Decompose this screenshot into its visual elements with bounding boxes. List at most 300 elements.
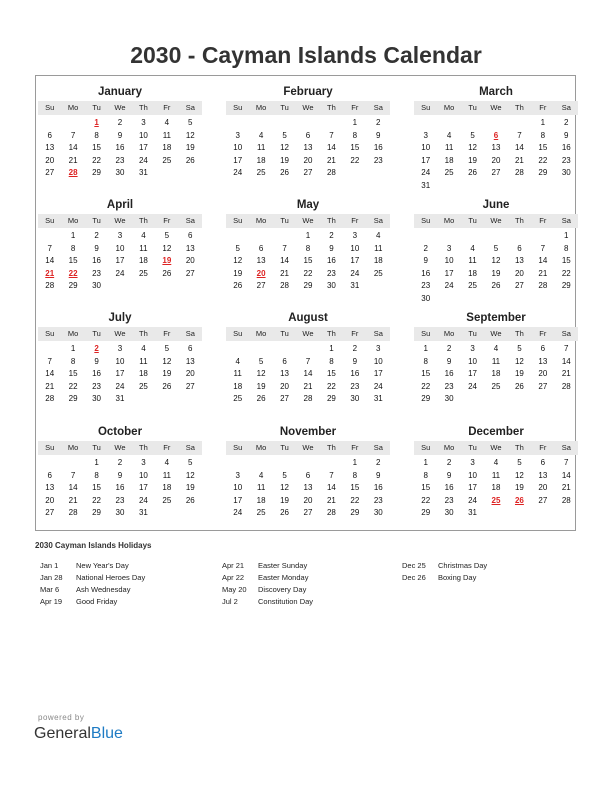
day-cell: 27 — [280, 394, 290, 403]
weekday-label: Su — [233, 443, 243, 452]
day-cell: 26 — [233, 281, 243, 290]
day-cell: 11 — [256, 483, 266, 492]
day-cell: 20 — [538, 369, 548, 378]
weekday-label: Sa — [185, 329, 195, 338]
day-cell: 6 — [258, 243, 264, 253]
day-cell: 4 — [141, 344, 146, 353]
month-september — [414, 310, 578, 406]
day-cell: 4 — [164, 458, 170, 467]
day-cell: 25 — [491, 381, 501, 391]
holiday-day: 2 — [94, 344, 99, 353]
weekday-label: Sa — [373, 443, 383, 452]
empty-cell — [273, 117, 296, 130]
weekday-label: Sa — [373, 216, 383, 225]
day-cell: 9 — [94, 356, 99, 366]
day-cell: 24 — [468, 381, 478, 391]
day-cell: 28 — [326, 508, 336, 517]
day-cell: 23 — [373, 155, 383, 165]
day-grid — [38, 343, 202, 406]
weekday-label: We — [114, 216, 126, 225]
holiday-entry — [402, 560, 487, 572]
day-cell: 4 — [446, 130, 452, 140]
empty-cell — [61, 457, 84, 470]
weekday-label: Th — [327, 216, 336, 225]
day-cell: 29 — [92, 168, 102, 177]
day-cell: 30 — [421, 293, 431, 303]
day-cell: 24 — [468, 495, 478, 505]
holiday-date: May 20 — [222, 585, 247, 594]
weekday-label: We — [490, 103, 502, 112]
day-cell: 5 — [164, 344, 170, 353]
day-cell: 12 — [491, 256, 501, 265]
day-cell: 10 — [421, 143, 431, 152]
holidays-title: 2030 Cayman Islands Holidays — [35, 541, 152, 550]
day-cell: 15 — [303, 256, 313, 265]
empty-cell — [320, 117, 343, 130]
day-cell: 23 — [326, 268, 336, 278]
day-cell: 13 — [303, 143, 313, 152]
day-cell: 14 — [45, 256, 55, 265]
weekday-label: Mo — [67, 216, 79, 225]
day-cell: 18 — [138, 256, 148, 265]
empty-cell — [320, 457, 343, 470]
day-cell: 15 — [561, 256, 571, 265]
month-name: May — [296, 199, 320, 211]
day-cell: 24 — [115, 268, 125, 278]
day-cell: 11 — [374, 243, 383, 253]
day-cell: 13 — [514, 256, 524, 265]
day-cell: 26 — [468, 168, 478, 177]
day-cell: 25 — [138, 381, 148, 391]
day-cell: 25 — [138, 268, 148, 278]
day-cell: 4 — [164, 118, 170, 127]
weekday-label: Su — [421, 216, 431, 225]
weekday-label: Mo — [255, 216, 267, 225]
day-cell: 29 — [326, 394, 336, 403]
holiday-date: Jul 2 — [222, 597, 238, 606]
day-cell: 4 — [235, 356, 240, 366]
day-cell: 30 — [373, 508, 383, 517]
weekday-header — [38, 214, 202, 228]
day-cell: 5 — [235, 243, 240, 253]
day-cell: 10 — [115, 243, 125, 253]
day-cell: 24 — [233, 508, 243, 517]
weekday-header — [38, 101, 202, 115]
day-cell: 4 — [493, 458, 499, 467]
day-cell: 3 — [235, 130, 240, 140]
day-cell: 16 — [115, 483, 125, 492]
day-cell: 20 — [303, 155, 313, 165]
day-cell: 10 — [138, 470, 148, 480]
day-cell: 1 — [70, 344, 76, 353]
empty-cell — [414, 230, 437, 243]
weekday-label: We — [114, 443, 126, 452]
day-cell: 31 — [468, 508, 478, 517]
day-cell: 31 — [138, 508, 148, 517]
day-cell: 8 — [94, 130, 99, 140]
empty-cell — [226, 230, 249, 243]
day-grid — [226, 343, 390, 406]
day-cell: 25 — [468, 281, 478, 290]
day-cell: 9 — [564, 130, 569, 140]
day-cell: 19 — [491, 268, 501, 278]
day-cell: 18 — [373, 256, 383, 265]
weekday-label: We — [302, 329, 314, 338]
empty-cell — [38, 343, 61, 356]
day-cell: 16 — [92, 369, 102, 378]
day-cell: 25 — [233, 394, 243, 403]
day-cell: 5 — [470, 130, 475, 140]
day-cell: 7 — [540, 243, 546, 253]
day-cell: 10 — [233, 143, 243, 152]
day-cell: 22 — [421, 381, 431, 391]
weekday-label: Su — [45, 443, 55, 452]
day-cell: 19 — [256, 381, 266, 391]
weekday-label: Th — [515, 216, 524, 225]
day-cell: 12 — [162, 356, 172, 366]
day-cell: 7 — [305, 356, 311, 366]
empty-cell — [437, 117, 460, 130]
day-cell: 15 — [92, 483, 102, 492]
day-cell: 2 — [352, 344, 358, 353]
weekday-header — [226, 214, 390, 228]
day-cell: 3 — [423, 130, 428, 140]
empty-cell — [249, 117, 272, 130]
empty-cell — [461, 117, 484, 130]
day-cell: 17 — [233, 155, 243, 165]
day-cell: 7 — [70, 470, 76, 480]
day-cell: 31 — [421, 180, 431, 190]
day-cell: 8 — [94, 470, 99, 480]
day-cell: 9 — [117, 130, 123, 140]
empty-cell — [249, 230, 272, 243]
day-cell: 5 — [517, 344, 522, 353]
holiday-date: Jan 28 — [40, 573, 63, 582]
day-cell: 11 — [256, 143, 266, 152]
day-cell: 15 — [92, 143, 102, 152]
day-cell: 11 — [468, 256, 477, 265]
holiday-date: Mar 6 — [40, 585, 60, 594]
day-cell: 11 — [233, 369, 242, 378]
holiday-entry — [222, 596, 313, 608]
holiday-entry — [40, 572, 145, 584]
weekday-label: Tu — [92, 443, 101, 452]
holiday-entry — [222, 560, 313, 572]
day-cell: 2 — [446, 344, 452, 353]
weekday-label: Sa — [561, 216, 571, 225]
weekday-label: Th — [139, 216, 148, 225]
day-cell: 27 — [303, 168, 313, 177]
month-august — [226, 310, 390, 406]
day-cell: 2 — [94, 231, 99, 240]
day-cell: 17 — [138, 483, 148, 492]
day-cell: 17 — [350, 256, 360, 265]
day-cell: 27 — [538, 495, 548, 505]
weekday-label: Th — [327, 103, 336, 112]
weekday-label: Fr — [539, 216, 547, 225]
day-grid — [226, 457, 390, 520]
day-cell: 5 — [282, 470, 287, 480]
weekday-label: Tu — [280, 103, 289, 112]
day-cell: 10 — [233, 483, 243, 492]
empty-cell — [296, 457, 319, 470]
empty-cell — [38, 230, 61, 243]
weekday-label: Fr — [351, 443, 359, 452]
day-cell: 22 — [421, 495, 431, 505]
weekday-label: Su — [233, 103, 243, 112]
day-cell: 10 — [138, 130, 148, 140]
holiday-day: 6 — [493, 130, 499, 140]
day-cell: 11 — [162, 130, 171, 140]
day-grid — [226, 230, 390, 293]
day-cell: 23 — [561, 155, 571, 165]
day-cell: 22 — [303, 268, 313, 278]
weekday-label: Fr — [163, 103, 171, 112]
day-cell: 14 — [561, 356, 571, 366]
day-cell: 23 — [115, 495, 125, 505]
day-cell: 6 — [305, 130, 311, 140]
day-cell: 20 — [514, 268, 524, 278]
day-grid — [414, 117, 578, 192]
day-cell: 2 — [329, 231, 334, 240]
day-cell: 13 — [185, 356, 195, 366]
day-cell: 3 — [470, 344, 475, 353]
day-cell: 1 — [70, 231, 76, 240]
day-cell: 30 — [444, 394, 454, 403]
day-cell: 29 — [421, 394, 431, 403]
day-cell: 22 — [561, 268, 571, 278]
day-cell: 12 — [256, 369, 266, 378]
day-cell: 30 — [92, 394, 102, 403]
day-cell: 7 — [47, 243, 52, 253]
weekday-label: Th — [515, 103, 524, 112]
day-grid — [38, 117, 202, 180]
day-cell: 24 — [421, 168, 431, 177]
empty-cell — [508, 117, 531, 130]
day-cell: 15 — [421, 483, 431, 492]
day-cell: 17 — [373, 369, 383, 378]
day-cell: 16 — [444, 483, 454, 492]
day-cell: 13 — [280, 369, 290, 378]
day-cell: 25 — [444, 168, 454, 177]
day-cell: 17 — [468, 483, 478, 492]
day-cell: 18 — [468, 268, 478, 278]
day-cell: 13 — [491, 143, 501, 152]
day-cell: 19 — [162, 369, 172, 378]
weekday-label: Mo — [67, 103, 79, 112]
day-cell: 2 — [117, 118, 123, 127]
day-cell: 14 — [45, 369, 55, 378]
holiday-entry — [222, 572, 313, 584]
day-cell: 14 — [303, 369, 313, 378]
day-cell: 9 — [376, 470, 381, 480]
month-name: March — [479, 86, 513, 98]
weekday-label: Th — [327, 443, 336, 452]
holiday-column — [222, 560, 313, 608]
weekday-header — [38, 327, 202, 341]
day-cell: 24 — [350, 268, 360, 278]
day-cell: 2 — [376, 118, 381, 127]
day-cell: 27 — [256, 281, 266, 290]
day-cell: 8 — [352, 130, 358, 140]
day-cell: 30 — [444, 508, 454, 517]
day-cell: 9 — [423, 256, 428, 265]
empty-cell — [273, 343, 296, 356]
holiday-date: Apr 22 — [222, 573, 245, 582]
day-cell: 1 — [540, 118, 546, 127]
weekday-label: Mo — [443, 329, 455, 338]
day-cell: 31 — [115, 394, 125, 403]
holiday-date: Jan 1 — [40, 561, 59, 570]
day-cell: 25 — [256, 508, 266, 517]
day-cell: 8 — [423, 470, 428, 480]
day-cell: 20 — [538, 483, 548, 492]
day-cell: 1 — [423, 458, 428, 467]
day-cell: 3 — [352, 231, 358, 240]
empty-cell — [531, 230, 554, 243]
day-cell: 23 — [92, 268, 102, 278]
day-cell: 6 — [47, 470, 52, 480]
weekday-label: Fr — [163, 329, 171, 338]
day-cell: 27 — [45, 168, 55, 177]
holiday-day: 25 — [491, 495, 501, 505]
month-january — [38, 84, 202, 180]
day-cell: 23 — [350, 381, 360, 391]
empty-cell — [437, 230, 460, 243]
day-cell: 3 — [141, 458, 146, 467]
month-name: October — [97, 426, 143, 438]
weekday-label: We — [490, 216, 502, 225]
day-cell: 31 — [373, 394, 383, 403]
day-cell: 5 — [493, 243, 499, 253]
day-cell: 17 — [233, 495, 243, 505]
weekday-label: Fr — [539, 103, 547, 112]
day-cell: 3 — [470, 458, 475, 467]
day-cell: 9 — [117, 470, 123, 480]
weekday-header — [38, 441, 202, 455]
day-cell: 6 — [47, 130, 52, 140]
day-cell: 18 — [138, 369, 148, 378]
empty-cell — [296, 343, 319, 356]
day-cell: 25 — [162, 155, 172, 165]
weekday-label: Tu — [468, 443, 477, 452]
month-name: August — [288, 312, 328, 324]
month-june — [414, 197, 578, 305]
brand-logo[interactable] — [34, 725, 123, 743]
weekday-label: We — [302, 443, 314, 452]
day-cell: 24 — [373, 381, 383, 391]
weekday-label: We — [302, 216, 314, 225]
holiday-name: Boxing Day — [438, 573, 477, 582]
day-cell: 26 — [185, 495, 195, 505]
day-cell: 3 — [117, 344, 123, 353]
day-cell: 5 — [164, 231, 170, 240]
weekday-label: Th — [139, 329, 148, 338]
day-cell: 9 — [446, 470, 452, 480]
weekday-label: Fr — [163, 443, 171, 452]
day-cell: 20 — [185, 256, 195, 265]
holiday-entry — [402, 572, 487, 584]
day-cell: 29 — [421, 508, 431, 517]
day-cell: 17 — [468, 369, 478, 378]
day-cell: 20 — [491, 155, 501, 165]
day-cell: 9 — [376, 130, 381, 140]
day-cell: 14 — [280, 256, 290, 265]
holiday-name: Easter Sunday — [258, 561, 308, 570]
day-cell: 30 — [561, 168, 571, 177]
day-cell: 13 — [303, 483, 313, 492]
day-cell: 9 — [446, 356, 452, 366]
day-cell: 12 — [514, 470, 524, 480]
day-cell: 12 — [280, 143, 290, 152]
day-cell: 15 — [538, 143, 548, 152]
day-grid — [226, 117, 390, 180]
day-cell: 5 — [258, 356, 264, 366]
day-cell: 27 — [491, 168, 501, 177]
day-cell: 1 — [305, 231, 311, 240]
day-cell: 27 — [45, 508, 55, 517]
day-cell: 19 — [233, 268, 243, 278]
day-cell: 6 — [540, 344, 546, 353]
day-cell: 14 — [68, 143, 78, 152]
weekday-label: Tu — [280, 443, 289, 452]
day-cell: 30 — [115, 168, 125, 177]
holiday-date: Dec 26 — [402, 573, 426, 582]
day-cell: 7 — [517, 130, 522, 140]
day-cell: 19 — [514, 483, 524, 492]
day-cell: 15 — [68, 369, 78, 378]
day-cell: 21 — [561, 483, 571, 492]
day-cell: 13 — [538, 356, 548, 366]
day-cell: 28 — [280, 281, 290, 290]
day-cell: 29 — [92, 508, 102, 517]
day-cell: 5 — [517, 458, 522, 467]
weekday-label: Mo — [443, 216, 455, 225]
weekday-label: Mo — [255, 103, 267, 112]
day-cell: 15 — [326, 369, 336, 378]
day-cell: 7 — [70, 130, 76, 140]
weekday-label: Th — [327, 329, 336, 338]
day-cell: 9 — [352, 356, 358, 366]
weekday-label: Su — [421, 103, 431, 112]
day-cell: 3 — [235, 470, 240, 480]
holiday-day: 1 — [94, 118, 99, 127]
day-cell: 26 — [256, 394, 266, 403]
day-cell: 19 — [514, 369, 524, 378]
day-cell: 18 — [162, 483, 172, 492]
day-cell: 8 — [352, 470, 358, 480]
day-cell: 24 — [138, 495, 148, 505]
day-cell: 8 — [329, 356, 334, 366]
weekday-label: Mo — [67, 443, 79, 452]
powered-by-text: powered by — [38, 713, 85, 722]
empty-cell — [61, 117, 84, 130]
day-cell: 30 — [115, 508, 125, 517]
day-cell: 11 — [139, 243, 148, 253]
day-cell: 1 — [423, 344, 428, 353]
holiday-day: 26 — [514, 495, 524, 505]
day-cell: 16 — [373, 483, 383, 492]
day-cell: 6 — [282, 356, 287, 366]
day-cell: 28 — [561, 381, 571, 391]
holiday-name: Christmas Day — [438, 561, 488, 570]
day-cell: 23 — [92, 381, 102, 391]
month-name: January — [97, 86, 143, 98]
day-cell: 7 — [564, 458, 569, 467]
day-cell: 20 — [280, 381, 290, 391]
day-cell: 28 — [561, 495, 571, 505]
day-cell: 16 — [444, 369, 454, 378]
